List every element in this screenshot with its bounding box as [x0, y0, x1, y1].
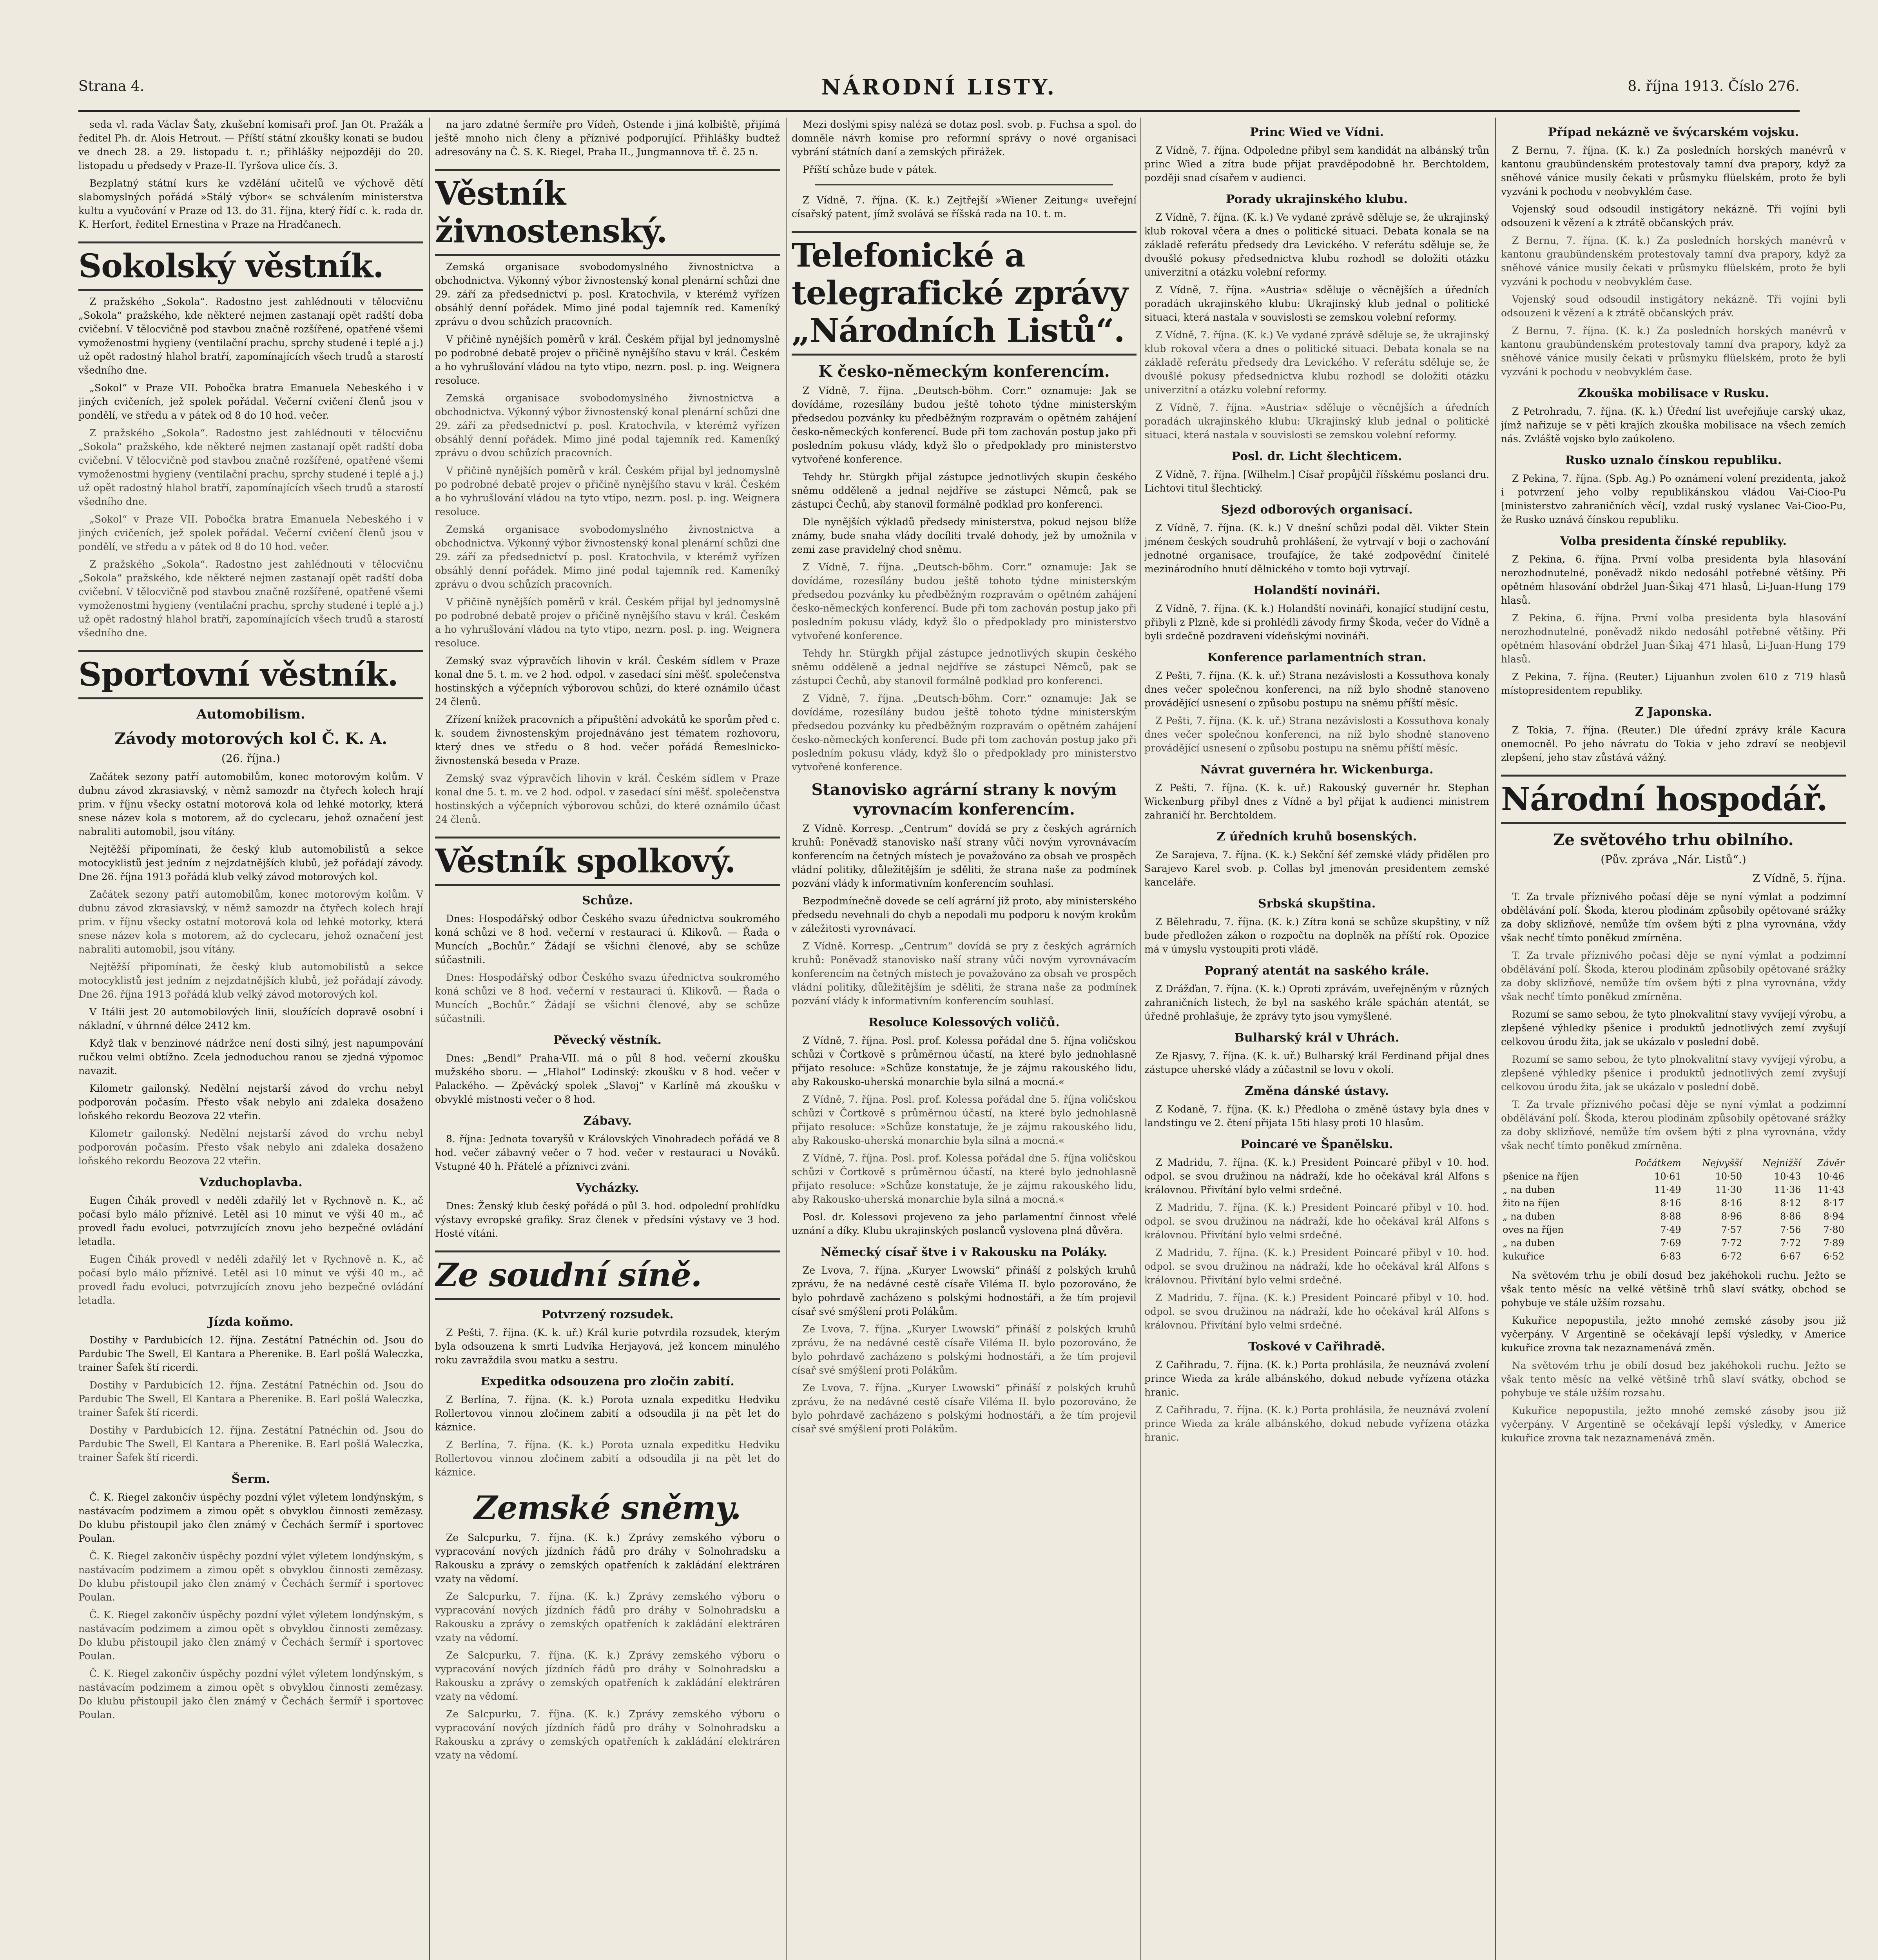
column-rule — [1495, 118, 1496, 1960]
article-text: Z Madridu, 7. října. (K. k.) President Poincaré přibyl v 10. hod. odpol. se svou družinou na nádraží, kde ho očekával král Alfons s královnou. Přivítání bylo velmi srdečné. — [1144, 1157, 1489, 1196]
article-headline: Princ Wied ve Vídni. — [1250, 125, 1384, 139]
article-text: Eugen Čihák provedl v neděli zdařilý let v Rychnově n. K., ač počasí bylo málo příznivé. Letěl asi 10 minut ve výši 40 m., ač provedl řadu evoluci, potvrzujících znovu jeho bezpečné ovládání letadla. — [78, 1254, 423, 1306]
article-text: Ze Salcpurku, 7. října. (K. k.) Zprávy zemského výboru o vypracování nových jízdních řádů pro dráhy v Solnohradsku a Rakousku a zprávy o zemských opatřeních k zakládání elektráren vzaty na vědomí. — [435, 1650, 780, 1702]
article-text: Příští schůze bude v pátek. — [803, 164, 937, 175]
article-headline: Vycházky. — [576, 1181, 639, 1195]
article-text: Z Pekina, 7. října. (Reuter.) Lijuanhun zvolen 610 z 719 hlasů místopresidentem republiky. — [1501, 671, 1846, 696]
subsection-title: Automobilism. — [196, 706, 305, 722]
article-text: Z Cařihradu, 7. října. (K. k.) Porta prohlásila, že neuznává zvolení prince Wieda za krále albánského, dokud nebude vyřízena otázka hranic. — [1144, 1359, 1489, 1398]
article-text: Vojenský soud odsoudil instigátory nekázně. Tři vojíni byli odsouzeni k vězení a k ztrátě občanských práv. — [1501, 294, 1846, 319]
article-text: Ze Lvova, 7. října. „Kuryer Lwowski“ přináší z polských kruhů zprávu, že na nedávné cestě císaře Viléma II. bylo pozorováno, že bylo pohrdavě zacházeno s polskými hodnostáři, a že tím projevil císař své smýšlení proti Polákům. — [792, 1265, 1137, 1317]
article-text: V přičině nynějších poměrů v král. Českém přijal byl jednomyslně po podrobné debatě projev o přičině nynějšího stavu v král. Českém a ho vyhrušlování vládou na tyto vtipo, nezrn. posl. p. ing. Weignera resoluce. — [435, 465, 780, 517]
article-headline: Popraný atentát na saského krále. — [1204, 964, 1429, 978]
article-text: Z Cařihradu, 7. října. (K. k.) Porta prohlásila, že neuznává zvolení prince Wieda za krále albánského, dokud nebude vyřízena otázka hranic. — [1144, 1404, 1489, 1443]
article-text: Dnes: Ženský klub český pořádá o půl 3. hod. odpolední prohlídku výstavy evropské grafiky. Sraz členek v předsíni výstavy ve 3 hod. Hosté vítáni. — [435, 1200, 780, 1239]
table-header-cell: Nejnižší — [1762, 1158, 1801, 1169]
table-row — [1501, 1250, 1846, 1263]
column-rule — [429, 118, 430, 1960]
price-table-body — [1501, 1170, 1846, 1263]
article-text: Z Berlína, 7. října. (K. k.) Porota uznala expeditku Hedviku Rollertovou vinnou zločinem zabití a odsoudila ji na pět let do káznice. — [435, 1439, 780, 1478]
article-text: Z Vídně, 7. října. (K. k.) Zejtřejší »Wiener Zeitung« uveřejní císařský patent, jímž svolává se říšská rada na 10. t. m. — [792, 194, 1137, 220]
article-headline: Z Japonska. — [1635, 705, 1712, 719]
article-source: (Pův. zpráva „Nár. Listů“.) — [1601, 853, 1746, 866]
article-headline: Případ nekázně ve švýcarském vojsku. — [1548, 125, 1799, 139]
article-text: Dostihy v Pardubicích 12. října. Zestátní Patnéchin od. Jsou do Pardubic The Swell, El Kantara a Pherenike. B. Earl pošlá Waleczka, trainer Šafek ští ricerdi. — [78, 1425, 423, 1463]
article-headline: Zkouška mobilisace v Rusku. — [1578, 387, 1769, 400]
article-headline: Rusko uznalo čínskou republiku. — [1565, 454, 1782, 467]
section-title: Věstník živnostenský. — [435, 169, 780, 256]
column-3 — [792, 118, 1137, 1960]
article-text: T. Za trvale příznivého počasí děje se nyní výmlat a podzimní obdělávání polí. Škoda, kterou plodinám způsobily opětované srážky za doby sklizňové, nemůže tím ovšem býti z plna vyrovnána, vždy však nechť tímto poněkud zmírněna. — [1501, 891, 1846, 944]
divider — [815, 184, 1113, 185]
table-cell: 10·61 — [1654, 1171, 1681, 1182]
article-headline: Sjezd odborových organisací. — [1221, 503, 1413, 517]
table-cell: 7·49 — [1660, 1224, 1681, 1235]
issue-date: 8. října 1913. Číslo 276. — [1628, 78, 1800, 94]
column-1 — [78, 118, 423, 1960]
article-text: Z Madridu, 7. října. (K. k.) President Poincaré přibyl v 10. hod. odpol. se svou družinou na nádraží, kde ho očekával král Alfons s královnou. Přivítání bylo velmi srdečné. — [1144, 1292, 1489, 1331]
table-header-cell: Závěr — [1816, 1158, 1844, 1169]
article-text: Č. K. Riegel zakončiv úspěchy pozdní výlet výletem londýnským, s nastávacím podzimem a zimou opět s obvyklou činnosti zemězasy. Do klubu přistoupil jako člen známý v Čechách šermíř i sportovec Poulan. — [78, 1550, 423, 1603]
article-text: Z Pešti, 7. října. (K. k. uř.) Král kurie potvrdila rozsudek, kterým byla odsouzena k smrti Ludvíka Herjayová, jež koncem minulého roku zavraždila svou matku a sestru. — [435, 1327, 780, 1366]
article-text: Ze Rjasvy, 7. října. (K. k. uř.) Bulharský král Ferdinand přijal dnes zástupce uherské vlády a zúčastnil se lovu v okolí. — [1144, 1050, 1489, 1075]
table-cell: 8·16 — [1660, 1198, 1681, 1209]
column-5 — [1501, 118, 1846, 1960]
table-cell: 7·89 — [1823, 1238, 1844, 1249]
article-headline: Vzduchoplavba. — [199, 1176, 303, 1189]
table-header-cell — [1501, 1156, 1613, 1170]
article-text: Z Madridu, 7. října. (K. k.) President Poincaré přibyl v 10. hod. odpol. se svou družinou na nádraží, kde ho očekával král Alfons s královnou. Přivítání bylo velmi srdečné. — [1144, 1202, 1489, 1241]
article-text: Dle nynějších výkladů předsedy ministerstva, pokud nejsou blíže známy, bude snaha vlády docíliti trvalé dohody, jež by umožnila v zemi zase pravidelný chod sněmu. — [792, 516, 1137, 555]
article-text: Z Pekina, 6. října. První volba presidenta byla hlasování nerozhodnutelné, poněvadž nikdo nedosáhl potřebné většiny. Při opětném hlasování obdržel Juan-Šikaj 471 hlasů, Li-Juan-Hung 179 hlasů. — [1501, 612, 1846, 665]
article-headline: Holandští novináři. — [1253, 584, 1381, 597]
table-cell: žito na říjen — [1503, 1198, 1560, 1209]
column-rule — [1140, 118, 1141, 1960]
article-text: Dnes: „Bendl“ Praha-VII. má o půl 8 hod. večerní zkoušku mužského sboru. — „Hlahol“ Lodinský: zkoušku v 8 hod. večer v Palackého. — Zpěvácký spolek „Slavoj“ v Karlíně má zkoušku v obvyklé místnosti večer o 8 hod. — [435, 1053, 780, 1105]
article-text: Z Vídně. Korresp. „Centrum“ dovídá se pry z českých agrárních kruhů: Poněvadž stanovisko naší strany vůči novým vyrovnávacím konferencím na četných místech je považováno za obsah ve prospěch vládní politiky, důležitějším je sděliti, že strana naše za podmínek pozvání vlády k informativním konferencím souhlasí. — [792, 940, 1137, 1007]
article-text: V přičině nynějších poměrů v král. Českém přijal byl jednomyslně po podrobné debatě projev o přičině nynějšího stavu v král. Českém a ho vyhrušlování vládou na tyto vtipo, nezrn. posl. p. ing. Weignera resoluce. — [435, 334, 780, 386]
table-cell: 11·36 — [1774, 1184, 1801, 1195]
article-text: Začátek sezony patří automobilům, konec motorovým kolům. V dubnu závod zkrasiavský, v němž samozdr na čtyřech kolech hrají prim. v říjnu všecky ostatní motorová kola od lehké motorky, která snese název kola s motorem, až do cyclecaru, jehož označení jest nabraliti automobil, jsou vítány. — [78, 771, 423, 837]
table-cell: 7·72 — [1721, 1238, 1742, 1249]
article-text: Z Vídně. Korresp. „Centrum“ dovídá se pry z českých agrárních kruhů: Poněvadž stanovisko naší strany vůči novým vyrovnávacím konferencím na četných místech je považováno za obsah ve prospěch vládní politiky, důležitějším je sděliti, že strana naše za podmínek pozvání vlády k informativním konferencím souhlasí. — [792, 823, 1137, 889]
article-text: Z Pešti, 7. října. (K. k. uř.) Strana nezávislosti a Kossuthova konaly dnes večer společnou konferenci, na níž bylo shodně stanoveno provádějící usnesení o způsobu postupu na sněmu příští měsíc. — [1144, 715, 1489, 754]
article-text: Zemský svaz výpravčích lihovin v král. Českém sídlem v Praze konal dne 5. t. m. ve 2 hod. odpol. v zasedací síni měšť. společenstva hostinských a výčepních výborovou schůzi, do které oznámilo účast 24 členů. — [435, 655, 780, 708]
article-text: Ze Sarajeva, 7. října. (K. k.) Sekční šéf zemské vlády přidělen pro Sarajevo Karel svob. p. Collas byl jmenován presidentem zemské kanceláře. — [1144, 849, 1489, 888]
article-text: Z Bělehradu, 7. října. (K. k.) Zítra koná se schůze skupštiny, v níž bude předložen zákon o rozpočtu na doplněk na příští rok. Opozice má v úmyslu vystoupiti proti vládě. — [1144, 916, 1489, 955]
article-text: Zemská organisace svobodomyslného živnostnictva a obchodnictva. Výkonný výbor živnostenský konal plenární schůzi dne 29. září za předsednictví p. posl. Kratochvila, v kterémž vyřízen obsáhlý denní pořádek. Mimo jiné podal tajemník red. Kameníký zprávu o dvou schůzích pracovních. — [435, 524, 780, 590]
table-cell: 11·43 — [1817, 1184, 1844, 1195]
article-text: Č. K. Riegel zakončiv úspěchy pozdní výlet výletem londýnským, s nastávacím podzimem a zimou opět s obvyklou činnosti zemězasy. Do klubu přistoupil jako člen známý v Čechách šermíř i sportovec Poulan. — [78, 1609, 423, 1662]
table-cell: 6·83 — [1660, 1251, 1681, 1262]
masthead: NÁRODNÍ LISTY. — [821, 74, 1057, 100]
article-text: „Sokol“ v Praze VII. Pobočka bratra Emanuela Nebeského i v jiných cvičeních, jež spolek pořádal. Večerní cvičení členů jsou v pondělí, ve středu a v pátek od 8 do 10 hod. večer. — [78, 382, 423, 421]
table-cell: kukuřice — [1503, 1251, 1544, 1262]
column-2 — [435, 118, 780, 1960]
table-cell: 7·57 — [1721, 1224, 1742, 1235]
table-cell: 11·49 — [1654, 1184, 1681, 1195]
table-row — [1501, 1210, 1846, 1223]
article-date: (26. října.) — [221, 752, 280, 765]
article-text: Kukuřice nepopustila, ježto mnohé zemské zásoby jsou již vyčerpány. V Argentině se očekávají lepší výsledky, v Americe kukuřice zrovna tak nezaznamenává změn. — [1501, 1405, 1846, 1444]
article-text: Na světovém trhu je obilí dosud bez jakéhokoli ruchu. Ježto se však tento měsíc na velké většině trhů slaví svátky, obchod se pohybuje ve stále užším rozsahu. — [1501, 1270, 1846, 1308]
article-text: Mezi doslými spisy nalézá se dotaz posl. svob. p. Fuchsa a spol. do domněle návrh komise pro reformní správy o nové organisaci vybrání státních daní a zemských přirážek. — [792, 119, 1137, 158]
article-text: Z Petrohradu, 7. října. (K. k.) Úřední list uveřejňuje carský ukaz, jímž nařizuje se v pěti krajích zkouška mobilisace na všech zemích nás. Zvláště vojsko bylo zaúkoleno. — [1501, 406, 1846, 445]
section-title: Národní hospodář. — [1501, 775, 1846, 824]
table-cell: 10·46 — [1817, 1171, 1844, 1182]
article-text: Když tlak v benzinové nádržce není dosti silný, jest napumpování ručkou velmi obtížno. Zcela jednoduchou ranou se zjedná výpomoc navazit. — [78, 1038, 423, 1076]
article-headline: Posl. dr. Licht šlechticem. — [1231, 450, 1402, 463]
article-text: Č. K. Riegel zakončiv úspěchy pozdní výlet výletem londýnským, s nastávacím podzimem a zimou opět s obvyklou činnosti zemězasy. Do klubu přistoupil jako člen známý v Čechách šermíř i sportovec Poulan. — [78, 1492, 423, 1544]
article-text: Rozumí se samo sebou, že tyto plnokvalitní stavy vyvíjejí výrobu, a zlepšené výhledky pšenice i produktů jednotlivých zemí zvyšují celkovou úrodu žita, jak se ukázalo v poslední době. — [1501, 1009, 1846, 1047]
article-headline: Expeditka odsouzena pro zločin zabití. — [480, 1375, 734, 1388]
article-headline: Resoluce Kolessových voličů. — [868, 1016, 1060, 1029]
article-text: Z Vídně, 7. října. Posl. prof. Kolessa pořádal dne 5. října voličskou schůzi v Čortkově s průměrnou účastí, na které bylo jednohlasně přijato resoluce: »Schůze konstatuje, že je zájmu rakouského lidu, aby Rakousko-uherská monarchie byla silná a mocná.« — [792, 1152, 1137, 1205]
table-cell: pšenice na říjen — [1503, 1171, 1579, 1182]
article-headline: Srbská skupština. — [1258, 897, 1376, 911]
table-cell: 8·86 — [1780, 1211, 1801, 1222]
table-cell: „ na duben — [1503, 1238, 1555, 1249]
table-row — [1501, 1183, 1846, 1196]
section-title: Sportovní věstník. — [78, 650, 423, 699]
article-headline: Bulharský král v Uhrách. — [1234, 1031, 1399, 1045]
article-text: Z Vídně, 7. října. »Austria« sděluje o věcnějších a úředních poradách ukrajinského klubu: Ukrajinský klub jednal o politické situaci, která nastala v souvislosti se zemskou volební reformy. — [1144, 402, 1489, 441]
table-cell: 8·12 — [1780, 1198, 1801, 1209]
table-cell: 8·16 — [1721, 1198, 1742, 1209]
article-headline: Pěvecký věstník. — [553, 1033, 662, 1047]
article-text: Eugen Čihák provedl v neděli zdařilý let v Rychnově n. K., ač počasí bylo málo příznivé. Letěl asi 10 minut ve výši 40 m., ač provedl řadu evoluci, potvrzujících znovu jeho bezpečné ovládání letadla. — [78, 1195, 423, 1247]
article-text: Zemská organisace svobodomyslného živnostnictva a obchodnictva. Výkonný výbor živnostenský konal plenární schůzi dne 29. září za předsednictví p. posl. Kratochvila, v kterémž vyřízen obsáhlý denní pořádek. Mimo jiné podal tajemník red. Kameníký zprávu o dvou schůzích pracovních. — [435, 392, 780, 459]
article-text: Na světovém trhu je obilí dosud bez jakéhokoli ruchu. Ježto se však tento měsíc na velké většině trhů slaví svátky, obchod se pohybuje ve stále užším rozsahu. — [1501, 1360, 1846, 1399]
article-text: T. Za trvale příznivého počasí děje se nyní výmlat a podzimní obdělávání polí. Škoda, kterou plodinám způsobily opětované srážky za doby sklizňové, nemůže tím ovšem býti z plna vyrovnána, vždy však nechť tímto poněkud zmírněna. — [1501, 1099, 1846, 1151]
article-text: Ze Lvova, 7. října. „Kuryer Lwowski“ přináší z polských kruhů zprávu, že na nedávné cestě císaře Viléma II. bylo pozorováno, že bylo pohrdavě zacházeno s polskými hodnostáři, a že tím projevil císař své smýšlení proti Polákům. — [792, 1323, 1137, 1376]
article-text: Posl. dr. Kolessovi projeveno za jeho parlamentní činnost vřelé uznání a díky. Klubu ukrajinských poslanců vyslovena plná důvěra. — [792, 1211, 1137, 1236]
section-title: Zemské sněmy. — [474, 1489, 741, 1527]
article-text: Z Tokia, 7. října. (Reuter.) Dle úřední zprávy krále Kacura onemocněl. Po jeho návratu do Tokia v jeho zdraví se neobjevil zlepšení, jeho stav zůstává vážný. — [1501, 724, 1846, 763]
article-text: Z pražského „Sokola“. Radostno jest zahlédnouti v tělocvičnu „Sokola“ pražského, kde některé nejmen zastanají opět radští doba cvičební. V tělocvičně pod stavbou značně rozšířené, opatřené všemi vymoženostmi hygieny (ventilační prachu, sprchy studené i teplé a j.) už opět radostný hlahol bratří, zapomínajících všech trudů a starostí všedního dne. — [78, 427, 423, 507]
article-text: Z Bernu, 7. října. (K. k.) Za posledních horských manévrů v kantonu graubündenském protestovaly tamní dva prapory, když za sněhové vánice musily čekati v průsmyku flüelském, proto že byli vyzváni k pochodu v neobvyklém čase. — [1501, 145, 1846, 197]
table-header-row — [1501, 1156, 1846, 1170]
table-row — [1501, 1236, 1846, 1250]
article-text: Kilometr gailonský. Nedělní nejstarší závod do vrchu nebyl podporován počasím. Přesto však nebylo ani zdaleka dosaženo loňského rekordu Beozova 22 vteřin. — [78, 1083, 423, 1122]
article-headline: Závody motorových kol Č. K. A. — [114, 730, 387, 748]
column-rule — [786, 118, 787, 1960]
article-headline: Ze světového trhu obilního. — [1553, 831, 1794, 849]
article-headline: Návrat guvernéra hr. Wickenburga. — [1200, 763, 1434, 777]
article-text: Ze Salcpurku, 7. října. (K. k.) Zprávy zemského výboru o vypracování nových jízdních řádů pro dráhy v Solnohradsku a Rakousku a zprávy o zemských opatřeních k zakládání elektráren vzaty na vědomí. — [435, 1708, 780, 1761]
table-cell: 7·69 — [1660, 1238, 1681, 1249]
article-headline: Konference parlamentních stran. — [1207, 651, 1427, 664]
table-row — [1501, 1223, 1846, 1236]
article-text: Zřízení knížek pracovních a připuštění advokátů ke sporům před c. k. soudem živnostenským projednáváno jest tématem rozhovoru, který dnes ve středu o 8 hod. večer pořádá Řemeslnicko-živnostenská beseda v Praze. — [435, 714, 780, 766]
article-text: T. Za trvale příznivého počasí děje se nyní výmlat a podzimní obdělávání polí. Škoda, kterou plodinám způsobily opětované srážky za doby sklizňové, nemůže tím ovšem býti z plna vyrovnána, vždy však nechť tímto poněkud zmírněna. — [1501, 950, 1846, 1002]
article-text: Dostihy v Pardubicích 12. října. Zestátní Patnéchin od. Jsou do Pardubic The Swell, El Kantara a Pherenike. B. Earl pošlá Waleczka, trainer Šafek ští ricerdi. — [78, 1334, 423, 1373]
article-text: Z Vídně, 7. října. Posl. prof. Kolessa pořádal dne 5. října voličskou schůzi v Čortkově s průměrnou účastí, na které bylo jednohlasně přijato resoluce: »Schůze konstatuje, že je zájmu rakouského lidu, aby Rakousko-uherská monarchie byla silná a mocná.« — [792, 1094, 1137, 1146]
article-headline: Z úředních kruhů bosenských. — [1216, 830, 1417, 844]
article-text: Nejtěžší připomínati, že český klub automobilistů a sekce motocyklistů jest jedním z nejzdatnějších klubů, jež pořádají závody. Dne 26. října 1913 pořádá klub velký závod motorových kol. — [78, 961, 423, 1000]
table-cell: 8·88 — [1660, 1211, 1681, 1222]
page-header — [78, 74, 1800, 112]
article-text: seda vl. rada Václav Šaty, zkušební komisaři prof. Jan Ot. Pražák a ředitel Ph. dr. Alois Hetrout. — Příští státní zkoušky konati se budou ve dnech 28. a 29. listopadu t. r.; přihlášky nejpozději do 20. listopadu u předsedy v Praze-II. Tyršova ulice čís. 3. — [78, 119, 423, 171]
article-text: Nejtěžší připomínati, že český klub automobilistů a sekce motocyklistů jest jedním z nejzdatnějších klubů, jež pořádají závody. Dne 26. října 1913 pořádá klub velký závod motorových kol. — [78, 844, 423, 882]
article-headline: Schůze. — [582, 894, 633, 907]
article-text: Zemská organisace svobodomyslného živnostnictva a obchodnictva. Výkonný výbor živnostenský konal plenární schůzi dne 29. září za předsednictví p. posl. Kratochvila, v kterémž vyřízen obsáhlý denní pořádek. Mimo jiné podal tajemník red. Kameníký zprávu o dvou schůzích pracovních. — [435, 261, 780, 327]
page-number: Strana 4. — [78, 78, 145, 94]
article-text: Tehdy hr. Stürgkh přijal zástupce jednotlivých skupin českého sněmu odděleně a jednal nejdříve se zástupci Němců, pak se zástupci Čechů, aby stanovil formálně podklad pro konferenci. — [792, 471, 1137, 510]
table-row — [1501, 1170, 1846, 1183]
article-headline: Šerm. — [231, 1472, 270, 1486]
article-headline: Volba presidenta čínské republiky. — [1560, 534, 1787, 548]
article-headline: Zábavy. — [583, 1114, 632, 1128]
article-text: V přičině nynějších poměrů v král. Českém přijal byl jednomyslně po podrobné debatě projev o přičině nynějšího stavu v král. Českém a ho vyhrušlování vládou na tyto vtipo, nezrn. posl. p. ing. Weignera resoluce. — [435, 596, 780, 649]
table-cell: 8·17 — [1823, 1198, 1844, 1209]
article-headline: Poincaré ve Španělsku. — [1240, 1138, 1393, 1151]
table-header-cell: Počátkem — [1635, 1158, 1681, 1169]
article-headline: Porady ukrajinského klubu. — [1225, 192, 1408, 206]
article-text: Kilometr gailonský. Nedělní nejstarší závod do vrchu nebyl podporován počasím. Přesto však nebylo ani zdaleka dosaženo loňského rekordu Beozova 22 vteřin. — [78, 1128, 423, 1167]
article-text: Vojenský soud odsoudil instigátory nekázně. Tři vojíni byli odsouzeni k vězení a k ztrátě občanských práv. — [1501, 203, 1846, 229]
section-title: Telefonické a telegrafické zprávy „Národních Listů“. — [792, 231, 1137, 356]
article-text: Kukuřice nepopustila, ježto mnohé zemské zásoby jsou již vyčerpány. V Argentině se očekávají lepší výsledky, v Americe kukuřice zrovna tak nezaznamenává změn. — [1501, 1315, 1846, 1354]
article-text: „Sokol“ v Praze VII. Pobočka bratra Emanuela Nebeského i v jiných cvičeních, jež spolek pořádal. Večerní cvičení členů jsou v pondělí, ve středu a v pátek od 8 do 10 hod. večer. — [78, 514, 423, 552]
article-text: Z Kodaně, 7. října. (K. k.) Předloha o změně ústavy byla dnes v landstingu ve 2. čtení přijata 15ti hlasy proti 10 hlasům. — [1144, 1103, 1489, 1129]
article-text: Ze Lvova, 7. října. „Kuryer Lwowski“ přináší z polských kruhů zprávu, že na nedávné cestě císaře Viléma II. bylo pozorováno, že bylo pohrdavě zacházeno s polskými hodnostáři, a že tím projevil císař své smýšlení proti Polákům. — [792, 1382, 1137, 1435]
article-text: Z Vídně, 7. října. (K. k.) Ve vydané zprávě sděluje se, že ukrajinský klub rokoval včera a dnes o politické situaci. Debata konala se na základě referátu předsedy dra Levického. V referátu sděluje se, že dvoušlé pokusy předsednictva klubu rozhodl se doložiti otázku univerzitní a otázku volební reformy. — [1144, 329, 1489, 396]
article-text: Z Vídně, 7. října. Odpoledne přibyl sem kandidát na albánský trůn princ Wied a zítra bude přijat pravděpodobně hr. Berchtoldem, později snad císařem v audienci. — [1144, 145, 1489, 183]
article-text: Z Vídně, 7. října. (K. k.) Ve vydané zprávě sděluje se, že ukrajinský klub rokoval včera a dnes o politické situaci. Debata konala se na základě referátu předsedy dra Levického. V referátu sděluje se, že dvoušlé pokusy předsednictva klubu rozhodl se doložiti otázku univerzitní a otázku volební reformy. — [1144, 212, 1489, 278]
article-text: V Itálii jest 20 automobilových linii, sloužících dopravě osobní i nákladní, v úhrnné délce 2412 km. — [78, 1006, 423, 1031]
table-cell: 6·67 — [1780, 1251, 1801, 1262]
section-title: Sokolský věstník. — [78, 241, 423, 291]
article-text: Z Vídně, 7. října. (K. k.) Holandští novináři, konající studijní cestu, přibyli z Plzně, kde si prohlédli závody firmy Škoda, večer do Vídně a byli srdečně pozdraveni vídeňskými novináři. — [1144, 603, 1489, 642]
article-text: Tehdy hr. Stürgkh přijal zástupce jednotlivých skupin českého sněmu odděleně a jednal nejdříve se zástupci Němců, pak se zástupci Čechů, aby stanovil formálně podklad pro konferenci. — [792, 648, 1137, 686]
article-text: Z Vídně, 7. října. Posl. prof. Kolessa pořádal dne 5. října voličskou schůzi v Čortkově s průměrnou účastí, na které bylo jednohlasně přijato resoluce: »Schůze konstatuje, že je zájmu rakouského lidu, aby Rakousko-uherská monarchie byla silná a mocná.« — [792, 1035, 1137, 1087]
article-text: Ze Salcpurku, 7. října. (K. k.) Zprávy zemského výboru o vypracování nových jízdních řádů pro dráhy v Solnohradsku a Rakousku a zprávy o zemských opatřeních k zakládání elektráren vzaty na vědomí. — [435, 1591, 780, 1643]
table-header-cell: Nejvyšší — [1702, 1158, 1742, 1169]
table-cell: oves na říjen — [1503, 1224, 1564, 1235]
article-text: Bezpodmínečně dovede se celí agrární již proto, aby ministerského předsedu nevehnali do chyb a nepodali mu podporu k novým krokům v záležitosti vyrovnávací. — [792, 895, 1137, 934]
article-headline: Německý císař štve i v Rakousku na Poláky. — [821, 1245, 1108, 1259]
table-cell: 7·72 — [1780, 1238, 1801, 1249]
article-text: Z Berlína, 7. října. (K. k.) Porota uznala expeditku Hedviku Rollertovou vinnou zločinem zabití a odsoudila ji na pět let do káznice. — [435, 1394, 780, 1433]
table-cell: 8·96 — [1721, 1211, 1742, 1222]
article-text: Z Bernu, 7. října. (K. k.) Za posledních horských manévrů v kantonu graubündenském protestovaly tamní dva prapory, když za sněhové vánice musily čekati v průsmyku flüelském, proto že byli vyzváni k pochodu v neobvyklém čase. — [1501, 235, 1846, 287]
article-text: Z Vídně, 7. října. [Wilhelm.] Císař propůjčil říšskému poslanci dru. Lichtovi titul šlechtický. — [1144, 469, 1489, 494]
article-headline: Toskové v Cařihradě. — [1248, 1340, 1385, 1354]
article-text: Z Madridu, 7. října. (K. k.) President Poincaré přibyl v 10. hod. odpol. se svou družinou na nádraží, kde ho očekával král Alfons s královnou. Přivítání bylo velmi srdečné. — [1144, 1247, 1489, 1286]
table-cell: 7·56 — [1780, 1224, 1801, 1235]
table-cell: 10·43 — [1774, 1171, 1801, 1182]
article-text: Z Drážďan, 7. října. (K. k.) Oproti zprávám, uveřejněným v různých zahraničních listech, že byl na saského krále spáchán atentát, se úředně prohlašuje, že zprávy tyto jsou vymyšlené. — [1144, 983, 1489, 1022]
article-text: Z Vídně, 7. října. „Deutsch-böhm. Corr.“ oznamuje: Jak se dovídáme, rozesílány budou ještě tohoto týdne ministerským předsedou pozvánky ku předběžným rozpravám o opětném zahájení česko-německých konferencí. Bude při tom zachován postup jako při posledním pokusu vlády, když šlo o předpoklady pro ministerstvo vytvořené konference. — [792, 561, 1137, 641]
article-text: Z Bernu, 7. října. (K. k.) Za posledních horských manévrů v kantonu graubündenském protestovaly tamní dva prapory, když za sněhové vánice musily čekati v průsmyku flüelském, proto že byli vyzváni k pochodu v neobvyklém čase. — [1501, 325, 1846, 377]
article-date: Z Vídně, 5. října. — [1752, 872, 1846, 885]
section-title: Ze soudní síně. — [435, 1250, 780, 1300]
article-text: Zemský svaz výpravčích lihovin v král. Českém sídlem v Praze konal dne 5. t. m. ve 2 hod. odpol. v zasedací síni měšť. společenstva hostinských a výčepních výborovou schůzi, do které oznámilo účast 24 členů. — [435, 773, 780, 825]
article-text: Bezplatný státní kurs ke vzdělání učitelů ve výchově dětí slabomyslných pořádá »Stálý výbor« se schválením ministerstva kultu a vyučování v Praze od 13. do 31. října, který řídí c. k. rada dr. K. Herfort, ředitel Ernestina v Praze na Hradčanech. — [78, 178, 423, 230]
article-text: Dostihy v Pardubicích 12. října. Zestátní Patnéchin od. Jsou do Pardubic The Swell, El Kantara a Pherenike. B. Earl pošlá Waleczka, trainer Šafek ští ricerdi. — [78, 1379, 423, 1418]
table-cell: „ na duben — [1503, 1184, 1555, 1195]
table-cell: 7·80 — [1823, 1224, 1844, 1235]
price-table — [1501, 1156, 1846, 1263]
article-text: Z Vídně, 7. října. „Deutsch-böhm. Corr.“ oznamuje: Jak se dovídáme, rozesílány budou ještě tohoto týdne ministerským předsedou pozvánky ku předběžným rozpravám o opětném zahájení česko-německých konferencí. Bude při tom zachován postup jako při posledním pokusu vlády, když šlo o předpoklady pro ministerstvo vytvořené konference. — [792, 693, 1137, 773]
table-cell: 8·94 — [1823, 1211, 1844, 1222]
article-text: Dnes: Hospodářský odbor Českého svazu úřednictva soukromého koná schůzi ve 8 hod. večerní v restauraci ú. Klikovů. — Řada o Muncích „Bochůr.“ Žádají se všichni členové, aby se schůze súčastnili. — [435, 972, 780, 1024]
article-headline: K česko-německým konferencím. — [818, 362, 1110, 381]
article-headline: Stanovisko agrární strany k novým vyrovnacím konferencím. — [811, 780, 1117, 818]
article-text: na jaro zdatné šermíře pro Vídeň, Ostende i jiná kolbiště, přijímá ještě mnoho nich členy a příznivé podporující. Přihlášky budtež adresovány na Č. S. K. Riegel, Praha II., Jungmannova tř. č. 25 n. — [435, 119, 780, 158]
article-text: Dnes: Hospodářský odbor Českého svazu úřednictva soukromého koná schůzi ve 8 hod. večerní v restauraci ú. Klikovů. — Řada o Muncích „Bochůr.“ Žádají se všichni členové, aby se schůze súčastnili. — [435, 913, 780, 965]
article-text: Č. K. Riegel zakončiv úspěchy pozdní výlet výletem londýnským, s nastávacím podzimem a zimou opět s obvyklou činnosti zemězasy. Do klubu přistoupil jako člen známý v Čechách šermíř i sportovec Poulan. — [78, 1668, 423, 1720]
article-headline: Jízda koňmo. — [208, 1315, 294, 1329]
article-text: Z pražského „Sokola“. Radostno jest zahlédnouti v tělocvičnu „Sokola“ pražského, kde některé nejmen zastanají opět radští doba cvičební. V tělocvičně pod stavbou značně rozšířené, opatřené všemi vymoženostmi hygieny (ventilační prachu, sprchy studené i teplé a j.) už opět radostný hlahol bratří, zapomínajících všech trudů a starostí všedního dne. — [78, 296, 423, 376]
column-4 — [1144, 118, 1489, 1960]
table-cell: 6·52 — [1823, 1251, 1844, 1262]
table-row — [1501, 1196, 1846, 1210]
article-text: Z Pešti, 7. října. (K. k. uř.) Rakouský guvernér hr. Stephan Wickenburg přibyl dnes z Vídně a byl přijat k audienci ministrem zahraničí hr. Berchtoldem. — [1144, 782, 1489, 821]
article-text: Z Vídně, 7. října. (K. k.) V dnešní schůzi podal děl. Vikter Stein jménem českých soudruhů prohlášení, že vytrvají v boji o zachování jednotné organisace, troufajíce, že také zodpovědní činitelé mezinárodního hnutí dělnického v tomto boji vytrvají. — [1144, 522, 1489, 575]
article-text: Začátek sezony patří automobilům, konec motorovým kolům. V dubnu závod zkrasiavský, v němž samozdr na čtyřech kolech hrají prim. v říjnu všecky ostatní motorová kola od lehké motorky, která snese název kola s motorem, až do cyclecaru, jehož označení jest nabraliti automobil, jsou vítány. — [78, 889, 423, 955]
table-cell: „ na duben — [1503, 1211, 1555, 1222]
article-text: Z Vídně, 7. října. »Austria« sděluje o věcnějších a úředních poradách ukrajinského klubu: Ukrajinský klub jednal o politické situaci, která nastala v souvislosti se zemskou volební reformy. — [1144, 284, 1489, 323]
article-text: Ze Salcpurku, 7. října. (K. k.) Zprávy zemského výboru o vypracování nových jízdních řádů pro dráhy v Solnohradsku a Rakousku a zprávy o zemských opatřeních k zakládání elektráren vzaty na vědomí. — [435, 1532, 780, 1584]
article-headline: Potvrzený rozsudek. — [541, 1308, 674, 1321]
table-cell: 11·30 — [1715, 1184, 1742, 1195]
article-text: 8. října: Jednota tovaryšů v Královských Vinohradech pořádá ve 8 hod. večer zábavný večer o 7 hod. večer v restauraci u Nováků. Vstupné 40 h. Přátelé a příznivci zváni. — [435, 1133, 780, 1172]
article-headline: Změna dánské ústavy. — [1245, 1084, 1389, 1098]
table-cell: 10·50 — [1715, 1171, 1742, 1182]
article-text: Z Pekina, 7. října. (Spb. Ag.) Po oznámení volení prezidenta, jakož i potvrzení jeho volby republikánskou vládou Vai-Cioo-Pu [ministerstvo zahraničních věcí], vzdal ruský vyslanec Vai-Cioo-Pu, že Rusko uznává čínskou republiku. — [1501, 473, 1846, 525]
article-text: Z Pešti, 7. října. (K. k. uř.) Strana nezávislosti a Kossuthova konaly dnes večer společnou konferenci, na níž bylo shodně stanoveno provádějící usnesení o způsobu postupu na sněmu příští měsíc. — [1144, 670, 1489, 709]
section-title: Věstník spolkový. — [435, 837, 780, 886]
article-text: Z Pekina, 6. října. První volba presidenta byla hlasování nerozhodnutelné, poněvadž nikdo nedosáhl potřebné většiny. Při opětném hlasování obdržel Juan-Šikaj 471 hlasů, Li-Juan-Hung 179 hlasů. — [1501, 554, 1846, 606]
article-text: Z pražského „Sokola“. Radostno jest zahlédnouti v tělocvičnu „Sokola“ pražského, kde některé nejmen zastanají opět radští doba cvičební. V tělocvičně pod stavbou značně rozšířené, opatřené všemi vymoženostmi hygieny (ventilační prachu, sprchy studené i teplé a j.) už opět radostný hlahol bratří, zapomínajících všech trudů a starostí všedního dne. — [78, 559, 423, 639]
article-text: Rozumí se samo sebou, že tyto plnokvalitní stavy vyvíjejí výrobu, a zlepšené výhledky pšenice i produktů jednotlivých zemí zvyšují celkovou úrodu žita, jak se ukázalo v poslední době. — [1501, 1054, 1846, 1093]
table-cell: 6·72 — [1721, 1251, 1742, 1262]
article-text: Z Vídně, 7. října. „Deutsch-böhm. Corr.“ oznamuje: Jak se dovídáme, rozesílány budou ještě tohoto týdne ministerským předsedou pozvánky ku předběžným rozpravám o opětném zahájení česko-německých konferencí. Bude při tom zachován postup jako při posledním pokusu vlády, když šlo o předpoklady pro ministerstvo vytvořené konference. — [792, 385, 1137, 465]
